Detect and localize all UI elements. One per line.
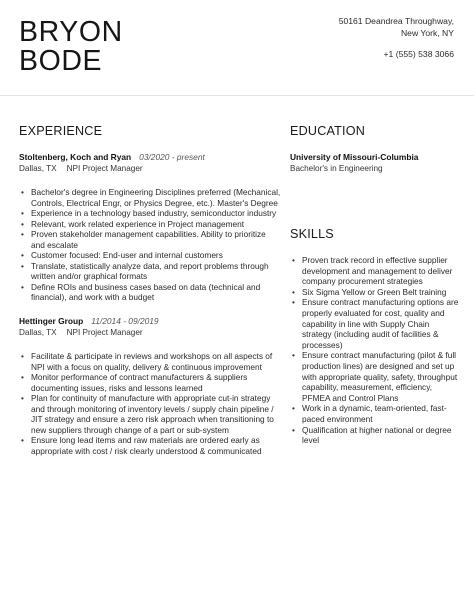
degree-name: Bachelor's in Engineering: [290, 164, 383, 173]
job-entry: [19, 316, 281, 456]
job-location: Dallas, TX: [19, 164, 57, 173]
skill-item: • Ensure contract manufacturing (pilot & full production lines) are designed and set up with appropriate quality, safety, throughput capability, measurement, efficiency, PFMEA and Control Plans: [290, 350, 460, 403]
job-bullets: [19, 351, 281, 456]
contact-block: [339, 15, 454, 60]
job-bullet: • Facilitate & participate in reviews and workshops on all aspects of NPI with a focus on quality, delivery & continuous improvement: [19, 351, 281, 372]
phone-number: +1 (555) 538 3066: [383, 48, 454, 59]
job-bullet: • Experience in a technology based industry, semiconductor industry: [19, 208, 281, 219]
job-header: [19, 316, 281, 327]
skill-item: • Six Sigma Yellow or Green Belt training: [290, 287, 460, 298]
job-location: Dallas, TX: [19, 328, 57, 338]
job-title: NPI Project Manager: [66, 328, 143, 338]
skills-list: [290, 255, 460, 446]
job-bullet: • Relevant, work related experience in Project management: [19, 219, 281, 230]
company-name: Stoltenberg, Koch and Ryan: [19, 152, 132, 162]
job-entry: [19, 152, 281, 303]
address-line1: 50161 Deandrea Throughway,: [338, 16, 454, 26]
sidebar-column: [290, 124, 460, 446]
job-title: NPI Project Manager: [66, 164, 143, 173]
job-bullet: • Plan for continuity of manufacture with appropriate cut-in strategy and through monitoring of inventory levels / supply chain pipeline / JIT strategy and ensure a zero risk approach when transitioning to new suppliers through change of a part or sub-system: [19, 393, 281, 435]
job-bullet: • Define ROIs and business cases based on data (technical and financial), and work with a budget: [19, 282, 281, 303]
job-bullet: • Customer focused: End-user and internal customers: [19, 250, 281, 261]
job-bullet: • Bachelor's degree in Engineering Disciplines preferred (Mechanical, Controls, Electrical Engr, or Physics Degree, etc.). Master's Degree: [19, 187, 281, 208]
skill-item: • Proven track record in effective supplier development and management to deliver company procurement strategies: [290, 255, 460, 287]
job-bullet: • Proven stakeholder management capabilities. Ability to prioritize and escalate: [19, 229, 281, 250]
job-subline: [19, 163, 281, 174]
skill-item: • Qualification at higher national or degree level: [290, 425, 460, 446]
experience-heading: EXPERIENCE: [19, 124, 103, 138]
first-name: BRYON: [19, 16, 123, 48]
last-name: BODE: [19, 45, 103, 77]
candidate-name: [19, 18, 123, 76]
skill-item: • Work in a dynamic, team-oriented, fast-paced environment: [290, 403, 460, 424]
education-heading: EDUCATION: [290, 124, 366, 138]
skills-heading: SKILLS: [290, 227, 334, 241]
job-bullet: • Monitor performance of contract manufacturers & suppliers documenting issues, risks and lessons learned: [19, 372, 281, 393]
company-name: Hettinger Group: [19, 316, 84, 327]
job-subline: [19, 327, 281, 338]
job-bullet: • Ensure long lead items and raw materials are ordered early as appropriate with cost / risk clearly understood & communicated: [19, 435, 281, 456]
school-name: University of Missouri-Columbia: [290, 152, 419, 162]
experience-section: [19, 124, 281, 456]
skill-item: • Ensure contract manufacturing options are properly evaluated for cost, quality and capability in line with Supply Chain strategy (including audit of facilities & processes): [290, 297, 460, 350]
job-bullets: [19, 187, 281, 303]
address-line2: New York, NY: [400, 28, 454, 39]
header-divider: [0, 95, 474, 96]
job-dates: 03/2020 - present: [139, 152, 205, 162]
job-header: [19, 152, 281, 163]
job-bullet: • Translate, statistically analyze data, and report problems through written and/or graphical formats: [19, 261, 281, 282]
job-dates: 11/2014 - 09/2019: [91, 316, 159, 327]
